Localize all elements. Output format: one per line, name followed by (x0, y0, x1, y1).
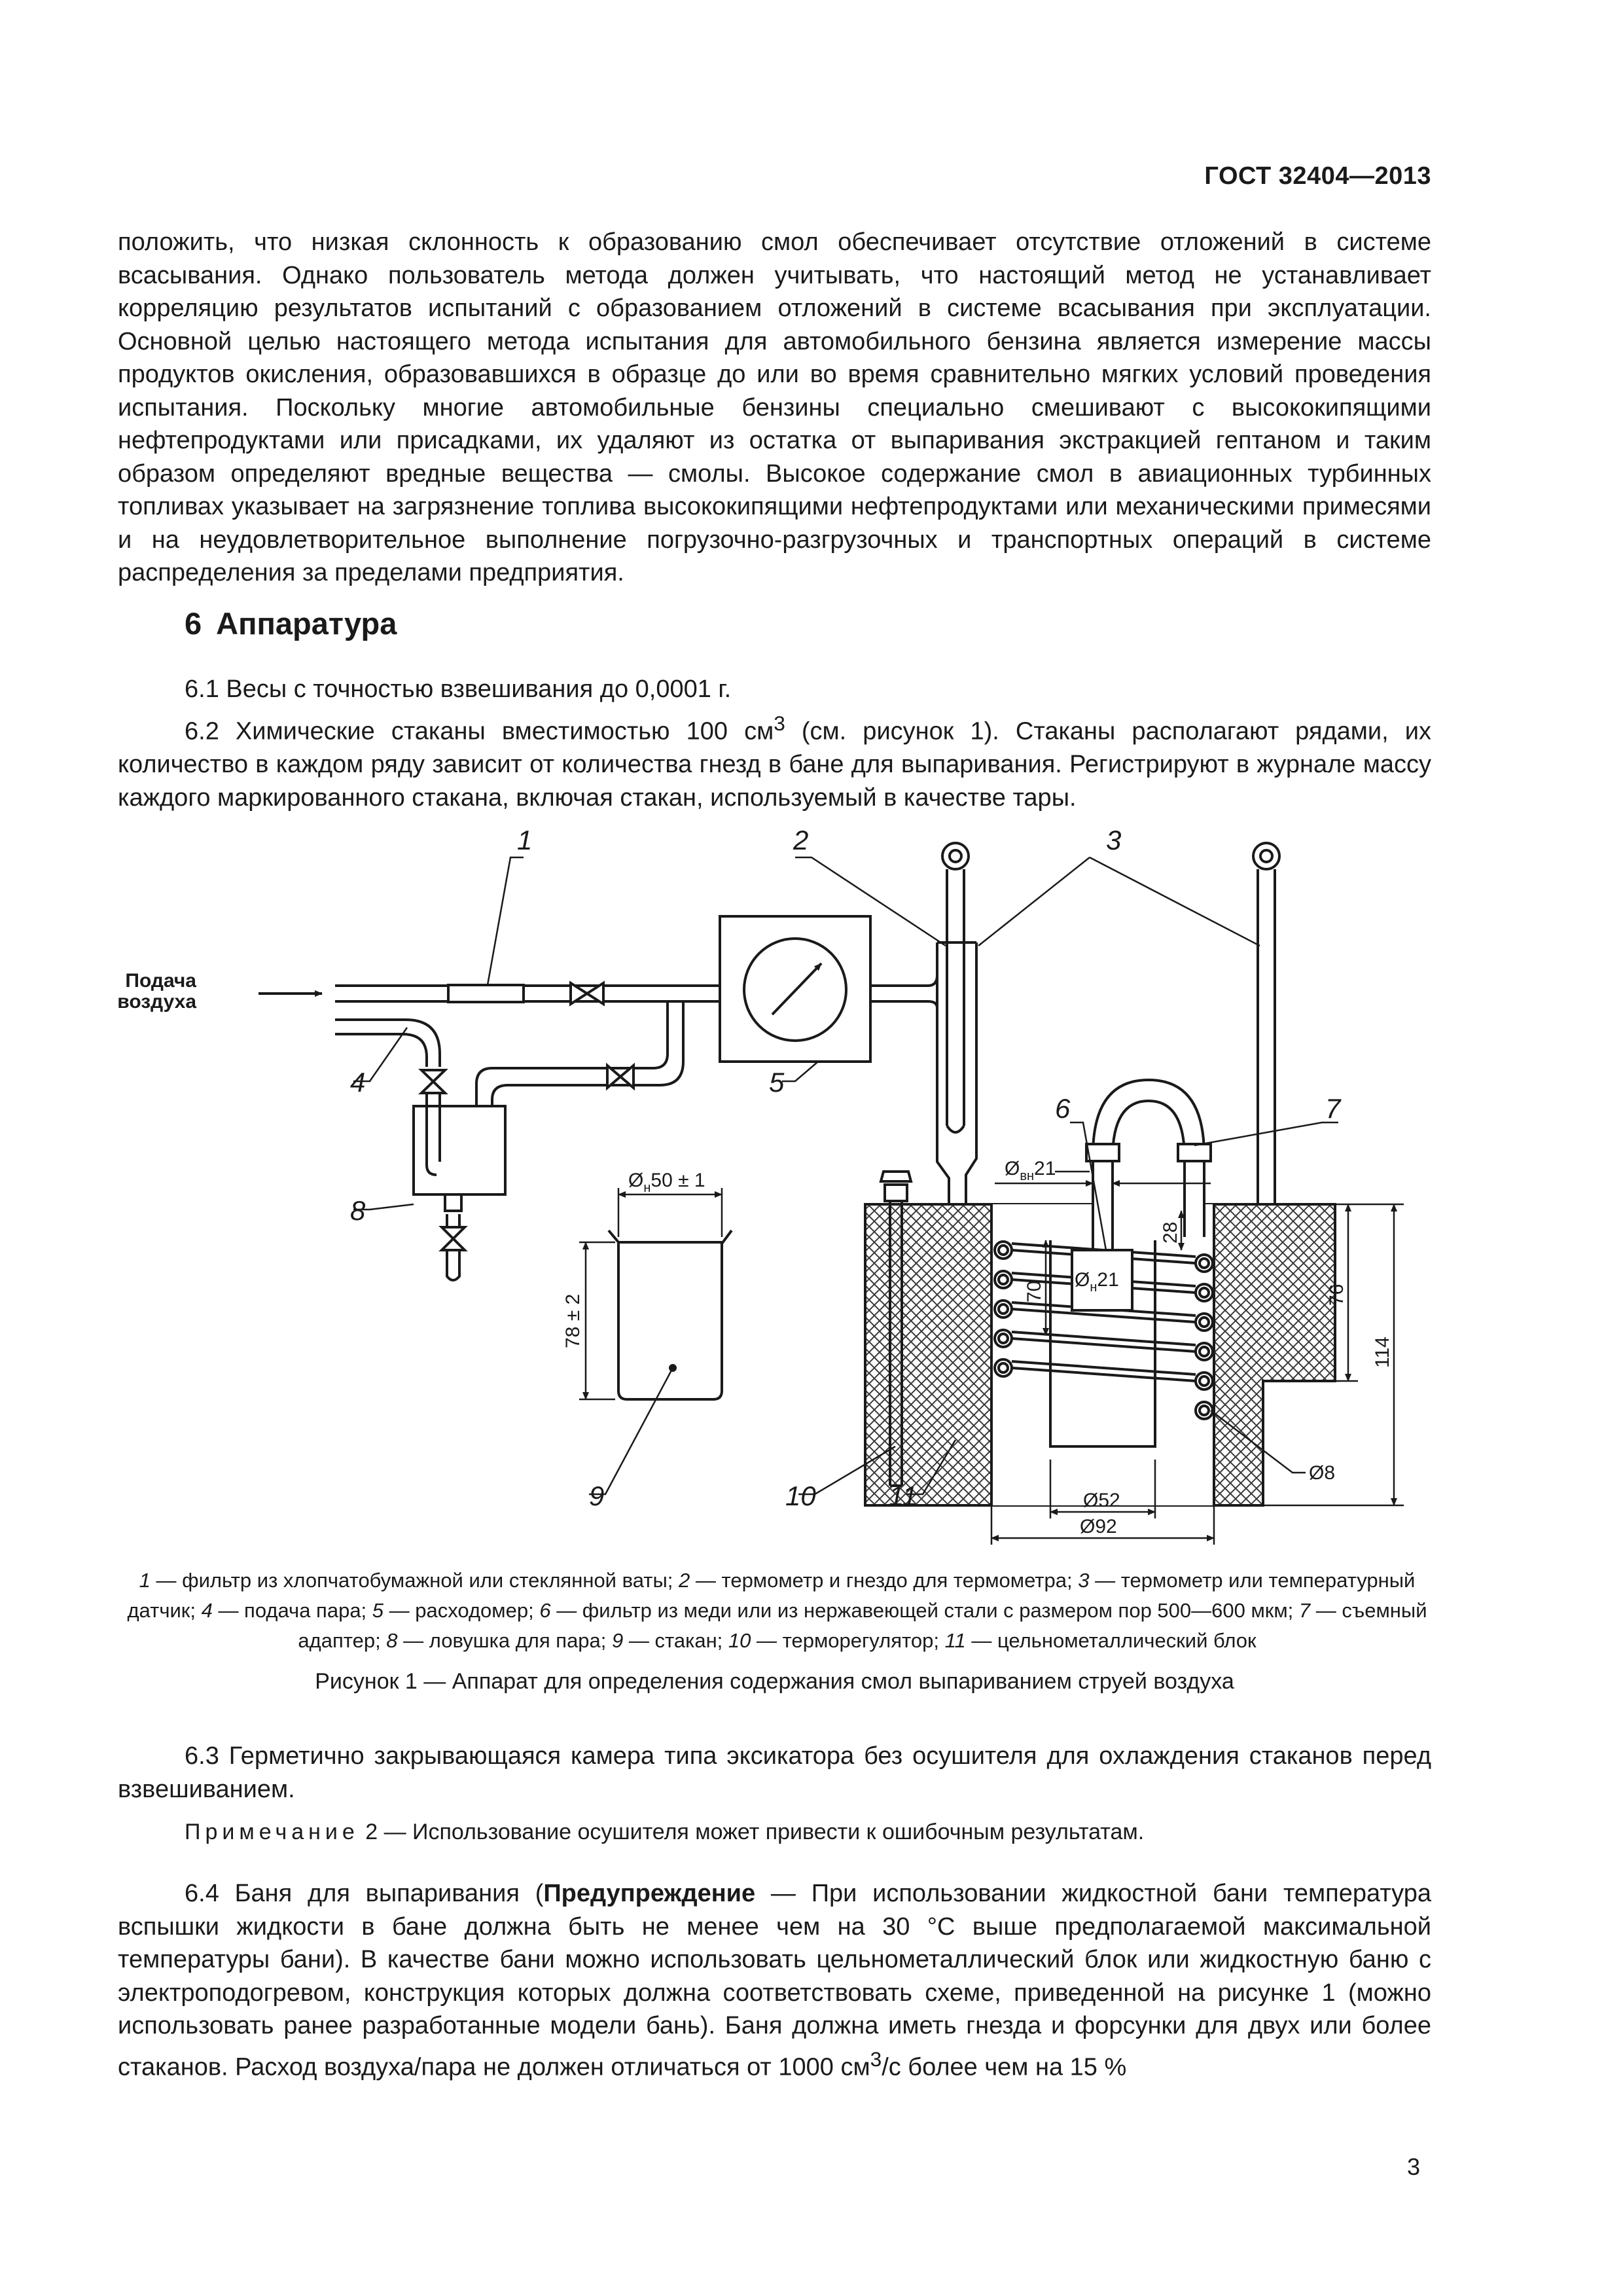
paragraph-text: /с более чем на 15 % (882, 2053, 1127, 2081)
leader-1 (488, 857, 524, 985)
air-line-upper (335, 986, 720, 1001)
paragraph-text: Химические стаканы вместимостью 100 см (235, 717, 774, 745)
leader-7 (1194, 1122, 1338, 1145)
dim-beaker-height-label: 78 ± 2 (562, 1293, 584, 1348)
intro-paragraph: положить, что низкая склонность к образованию смол обеспечивает отсутствие отложений в системе всасывания. Однако пользователь метода должен учитывать, что настоящий метод не устанавливает корреляцию результатов испытаний с образованием отложений в системе всасывания при эксплуатации. Основной целью настоящего метода испытания для автомобильного бензина является измерение массы продуктов окисления, образовавшихся в образце до или во время сравнительно мягких условий проведения испытания. Поскольку многие автомобильные бензины специально смешивают с высококипящими нефтепродуктами или присадками, их удаляют из остатка от выпаривания экстракцией гептаном и таким образом определяют вредные вещества — смолы. Высокое содержание смол в авиационных турбинных топливах указывает на загрязнение топлива высококипящими нефтепродуктами или механическими примесями и на неудовлетворительное выполнение погрузочно-разгрузочных и транспортных операций в системе распределения за пределами предприятия. (118, 228, 1431, 586)
legend-item: 3 — термометр или температурный датчик; (127, 1569, 1416, 1622)
callout-3: 3 (1106, 825, 1122, 855)
dim-beaker-dia-label: $Ø_н50 \pm 1$ (628, 1170, 705, 1195)
dim-76-label: 76 (1326, 1283, 1347, 1306)
paragraph-text: Весы с точностью взвешивания до 0,0001 г. (226, 675, 732, 703)
adapter-clip-left (1086, 1144, 1119, 1161)
legend-item: 1 — фильтр из хлопчатобумажной или стеклянной ваты; (139, 1569, 679, 1592)
steam-valve (421, 1070, 445, 1093)
dim-70-label: 70 (1024, 1280, 1045, 1302)
dim-inner-dia-label: $Ø_{вн}21$ (1005, 1158, 1056, 1183)
legend-item: 4 — подача пара; (201, 1599, 372, 1622)
adapter-clip-right (1178, 1144, 1211, 1161)
paragraph-6-2 (118, 707, 1431, 814)
legend-item: 6 — фильтр из меди или из нержавеющей стали с размером пор 500—600 мкм; (539, 1599, 1299, 1622)
paragraph-text: Баня для выпаривания ( (234, 1880, 544, 1907)
leader-3b (1090, 857, 1260, 946)
note-text: 2 — Использование осушителя может привести к ошибочным результатам. (359, 1820, 1145, 1844)
callout-5: 5 (769, 1067, 785, 1098)
callout-4: 4 (350, 1067, 366, 1098)
callout-1: 1 (517, 825, 533, 855)
paragraph-6-4 (118, 1877, 1431, 2084)
callout-10: 10 (785, 1480, 816, 1511)
callout-8: 8 (350, 1195, 366, 1226)
legend-item: 8 — ловушка для пара; (386, 1629, 613, 1652)
callout-6: 6 (1055, 1093, 1071, 1124)
paragraph-6-1 (118, 673, 1431, 706)
paragraph-text: (см. рисунок 1). Стаканы располагают рядами, их количество в каждом ряду зависит от количества гнезд в бане для выпаривания. Регистрируют в журнале массу каждого маркированного стакана, включая стакан, используемый в качестве тары. (118, 717, 1431, 812)
legend-item: 11 — цельнометаллический блок (944, 1629, 1257, 1652)
dim-52-label: Ø52 (1083, 1490, 1120, 1511)
trap-drain (445, 1194, 461, 1227)
trap-valve (442, 1227, 465, 1250)
legend-item: 9 — стакан; (612, 1629, 728, 1652)
dim-114-label: 114 (1372, 1336, 1393, 1368)
figure-caption: Рисунок 1 — Аппарат для определения содержания смол выпариванием струей воздуха (315, 1669, 1234, 1694)
steam-supply-pipe (335, 1020, 440, 1067)
superscript: 3 (774, 711, 785, 735)
paragraph-number: 6.2 (185, 717, 219, 745)
section-number: 6 (185, 606, 202, 641)
paragraph-6-3 (118, 1740, 1431, 1806)
callout-2: 2 (793, 825, 809, 855)
paragraph-number: 6.1 (185, 675, 219, 703)
dim-nozzle-dia-label: $Ø_н21$ (1075, 1269, 1119, 1295)
thermometer-2-stem (947, 869, 964, 1132)
air-branch (653, 1001, 683, 1085)
callout-9: 9 (589, 1480, 605, 1511)
paragraph-number: 6.4 (185, 1880, 219, 1907)
page-number: 3 (1407, 2153, 1421, 2180)
dim-8-label: Ø8 (1309, 1462, 1336, 1484)
figure-legend (121, 1566, 1433, 1656)
dim-28-label: 28 (1160, 1221, 1181, 1244)
section-heading (185, 605, 411, 641)
leader-3a (978, 857, 1090, 946)
document-header: ГОСТ 32404—2013 (1204, 162, 1431, 190)
dim-92-label: Ø92 (1080, 1516, 1117, 1537)
callout-11: 11 (889, 1480, 918, 1511)
callout-7: 7 (1325, 1093, 1341, 1124)
paragraph-text: — При использовании жидкостной бани температура вспышки жидкости в бане должна быть не менее чем на 30 °С выше предполагаемой максимальной температуры бани). В качестве бани можно использовать цельнометаллический блок или жидкостную баню с электроподогревом, конструкция которых должна соответствовать схеме, приведенной на рисунке 1 (можно использовать ранее разработанные модели бань). Баня должна иметь гнезда и форсунки для двух или более стаканов. Расход воздуха/пара не должен отличаться от 1000 см (118, 1880, 1431, 2081)
legend-item: 10 — терморегулятор; (728, 1629, 945, 1652)
legend-item: 7 — съемный адаптер; (298, 1599, 1427, 1652)
leader-5 (782, 1062, 818, 1081)
air-supply-label-2: воздуха (117, 991, 196, 1013)
paragraph-text: Герметично закрывающаяся камера типа эксикатора без осушителя для охлаждения стаканов перед взвешиванием. (118, 1742, 1431, 1803)
air-supply-label-1: Подача (125, 970, 196, 992)
note-label: Примечание (185, 1820, 359, 1844)
note-2 (185, 1820, 1144, 1845)
section-title: Аппаратура (216, 606, 397, 641)
flowmeter-outlet (870, 975, 937, 1008)
paragraph-number: 6.3 (185, 1742, 219, 1770)
warning-label: Предупреждение (543, 1880, 756, 1907)
legend-item: 2 — термометр и гнездо для термометра; (679, 1569, 1079, 1592)
thermoregulator-cap (881, 1172, 911, 1201)
superscript: 3 (870, 2047, 882, 2071)
trap-outlet (447, 1250, 459, 1280)
apparatus-figure (0, 818, 1623, 1561)
legend-item: 5 — расходомер; (372, 1599, 540, 1622)
filter-element (448, 985, 524, 1002)
